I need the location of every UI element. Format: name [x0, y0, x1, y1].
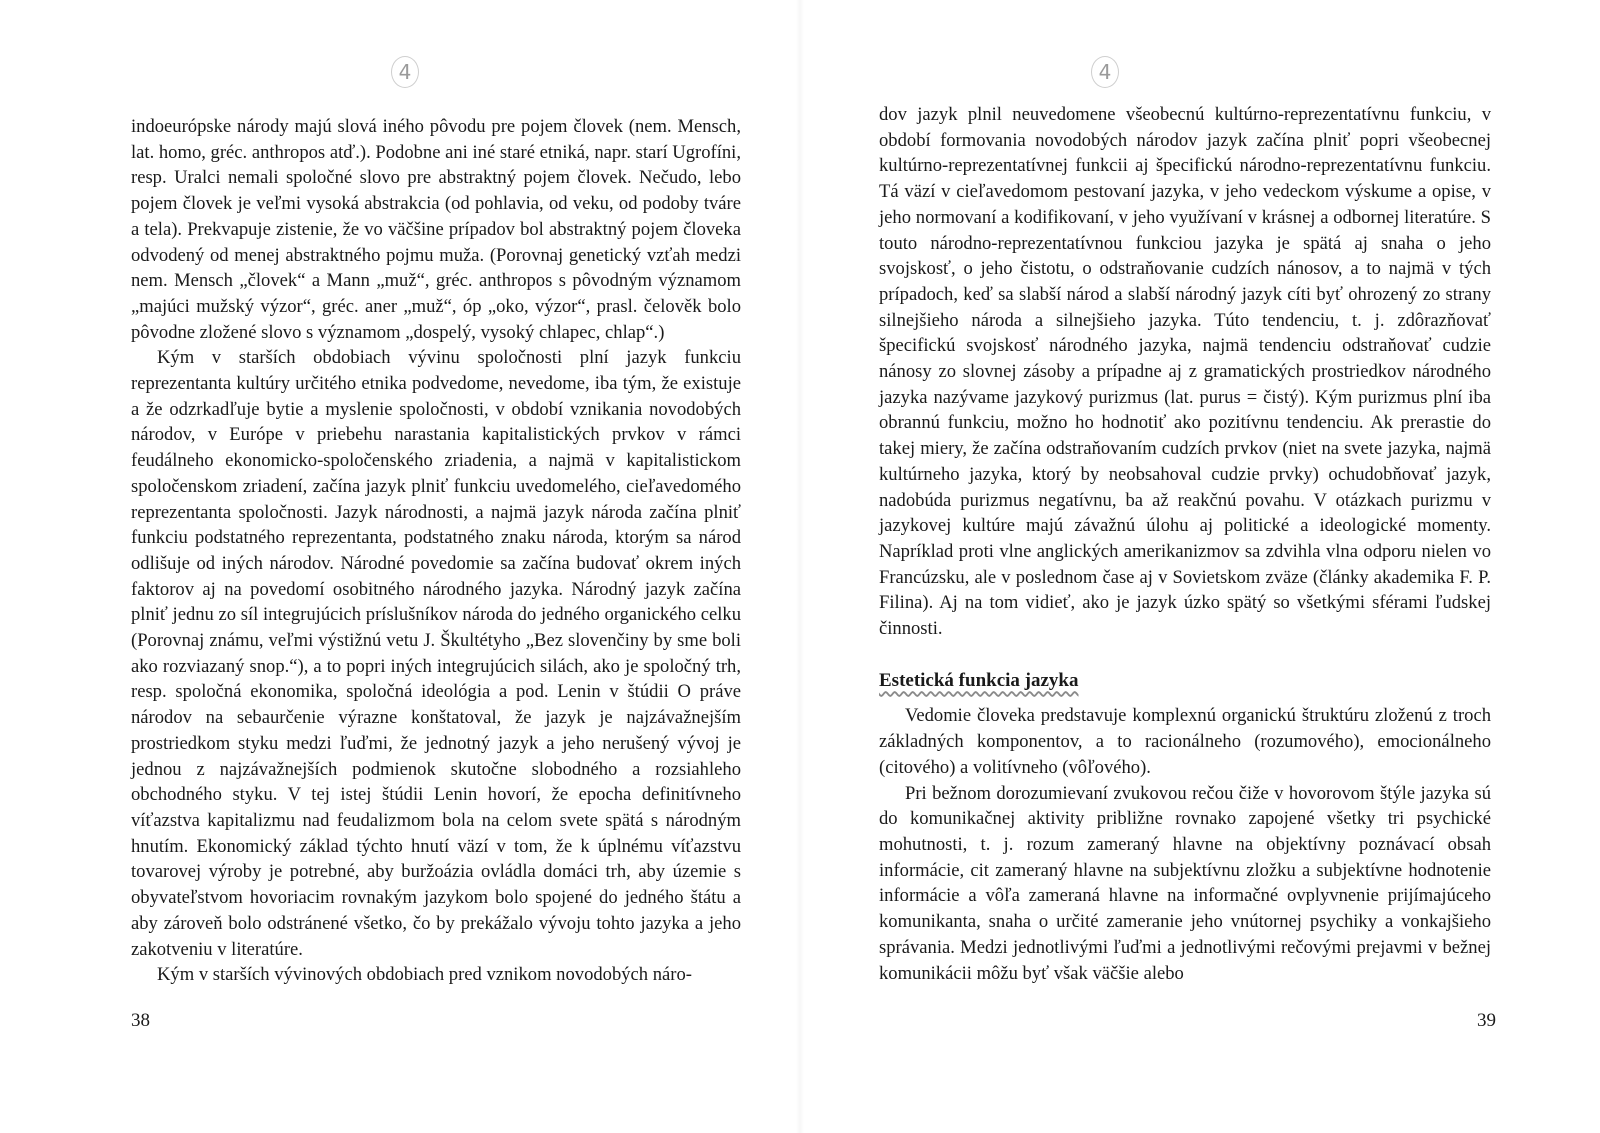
- handwritten-page-mark: 4: [391, 56, 419, 88]
- handwritten-page-mark: 4: [1091, 56, 1119, 88]
- page-number: 38: [131, 1010, 150, 1031]
- paragraph: Pri bežnom dorozumievaní zvukovou rečou čiže v hovorovom štýle jazyka sú do komunikačnej aktivity približne rovnako zapojené všetky tri psychické mohutnosti, t. j. rozum zameraný hlavne na objektívny poznávací obsah informácie, cit zameraný hlavne na subjektívnu zložku a subjektívne hodnotenie informácie a vôľa zameraná hlavne na informačné ovplyvnenie prijímajúceho komunikanta, snaha o určité zameranie jeho vnútornej psychiky a vonkajšieho správania. Medzi jednotlivými ľuďmi a jednotlivými rečovými prejavmi v bežnej komunikácii môžu byť však väčšie alebo: [879, 782, 1491, 984]
- paragraph: Kým v starších vývinových obdobiach pred vznikom novodobých náro-: [157, 964, 692, 986]
- paragraph: Kým v starších obdobiach vývinu spoločnosti plní jazyk funkciu reprezentanta kultúry určitého etnika podvedome, nevedome, iba tým, že existuje a že odzrkadľuje bytie a myslenie spoločnosti, v období vznikania novodobých národov, v Európe v priebehu narastania kapitalistických prvkov v rámci feudálneho ekonomicko-spoločenského zriadenia, a najmä v kapitalistickom spoločenskom zriadení, začína jazyk plniť funkciu uvedomelého, cieľavedomého reprezentanta spoločnosti. Jazyk národnosti, a najmä jazyk národa začína plniť funkciu podstatného reprezentanta, podstatného znaku národa, ktorým sa národ odlišuje od iných národov. Národné povedomie sa začína budovať okrem iných faktorov aj na povedomí osobitného národného jazyka. Národný jazyk začína plniť jednu zo síl integrujúcich príslušníkov národa do jedného organického celku (Porovnaj známu, veľmi výstižnú vetu J. Škultétyho „Bez slovenčiny by sme boli ako rozviazaný snop.“), a to popri iných integrujúcich silách, ako je spoločný trh, resp. spoločná ekonomika, spoločná ideológia a pod. Lenin v štúdii O práve národov na sebaurčenie výrazne konštatoval, že jazyk je najzávažnejším prostriedkom styku medzi ľuďmi, že jednotný jazyk a jeho nerušený vývoj je jednou z najzávažnejších podmienok skutočne slobodného a rozsiahleho obchodného styku. V tej istej štúdii Lenin hovorí, že epocha definitívneho víťazstva kapitalizmu nad feudalizmom bola na celom svete spätá s národným hnutím. Ekonomický základ týchto hnutí väzí v tom, že k úplnému víťazstvu tovarovej výroby je potrebné, aby buržoázia ovládla domáci trh, aby územie s obyvateľstvom hovoriacim rovnakým jazykom bolo spojené do jedného štátu a aby zároveň bolo odstránené všetko, čo by prekážalo vývoju tohto jazyka a jeho zakotveniu v literatúre.: [131, 347, 741, 960]
- right-page: [800, 0, 1600, 1133]
- paragraph: indoeurópske národy majú slová iného pôvodu pre pojem človek (nem. Mensch, lat. homo, gréc. anthropos atď.). Podobne ani iné staré etniká, napr. starí Ugrofíni, resp. Uralci nemali spoločné slovo pre abstraktný pojem človek. Nečudo, lebo pojem človek je veľmi vysoká abstrakcia (od pohlavia, od veku, od podoby tváre a tela). Prekvapuje zistenie, že vo väčšine prípadov bol abstraktný pojem človeka odvodený od menej abstraktného pojmu muža. (Porovnaj genetický vzťah medzi nem. Mensch „človek“ a Mann „muž“, gréc. anthropos s pôvodným významom „majúci mužský výzor“, gréc. aner „muž“, óp „oko, výzor“, prasl. čelověk bolo pôvodne zložené slovo s významom „dospelý, vysoký chlapec, chlap“.): [131, 116, 741, 343]
- left-page-body: [131, 114, 741, 988]
- page-number: 39: [1477, 1010, 1496, 1031]
- section-title: Estetická funkcia jazyka: [879, 669, 1079, 691]
- paragraph: Vedomie človeka predstavuje komplexnú organickú štruktúru zloženú z troch základných komponentov, a to racionálneho (rozumového), emocionálneho (citového) a volitívneho (vôľového).: [879, 705, 1491, 778]
- paragraph: dov jazyk plnil neuvedomene všeobecnú kultúrno-reprezentatívnu funkciu, v období formovania novodobých národov jazyk začína plniť popri všeobecnej kultúrno-reprezentatívnej funkcii aj špecifickú národno-reprezentatívnu funkciu. Tá väzí v cieľavedomom pestovaní jazyka, v jeho vedeckom výskume a opise, v jeho normovaní a kodifikovaní, v jeho využívaní v krásnej a odbornej literatúre. S touto národno-reprezentatívnou funkciou jazyka je spätá aj snaha o jeho svojskosť, o jeho čistotu, o odstraňovanie cudzích nánosov, a to najmä v tých prípadoch, keď sa slabší národ a slabší národný jazyk cíti byť ohrozený zo strany silnejšieho národa a silnejšieho jazyka. Túto tendenciu, t. j. zdôrazňovať špecifickú svojskosť národného jazyka, najmä tendenciu odstraňovať cudzie nánosy zo slovnej zásoby a prípadne aj z gramatických prostriedkov národného jazyka nazývame jazykový purizmus (lat. purus = čistý). Kým purizmus plní iba obrannú funkciu, možno ho hodnotiť ako pozitívnu tendenciu. Ak prerastie do takej miery, že začína odstraňovaním cudzích prvkov (niet na svete jazyka, najmä kultúrneho jazyka, ktorý by neobsahoval cudzie prvky) ochudobňovať jazyk, nadobúda purizmus negatívnu, ba až reakčnú povahu. V otázkach purizmu v jazykovej kultúre majú závažnú úlohu aj politické a ideologické momenty. Napríklad proti vlne anglických amerikanizmov sa zdvihla vlna odporu nielen vo Francúzsku, ale v poslednom čase aj v Sovietskom zväze (články akademika F. P. Filina). Aj na tom vidieť, ako je jazyk úzko spätý so všetkými sférami ľudskej činnosti.: [879, 104, 1491, 640]
- right-page-body: [879, 102, 1491, 986]
